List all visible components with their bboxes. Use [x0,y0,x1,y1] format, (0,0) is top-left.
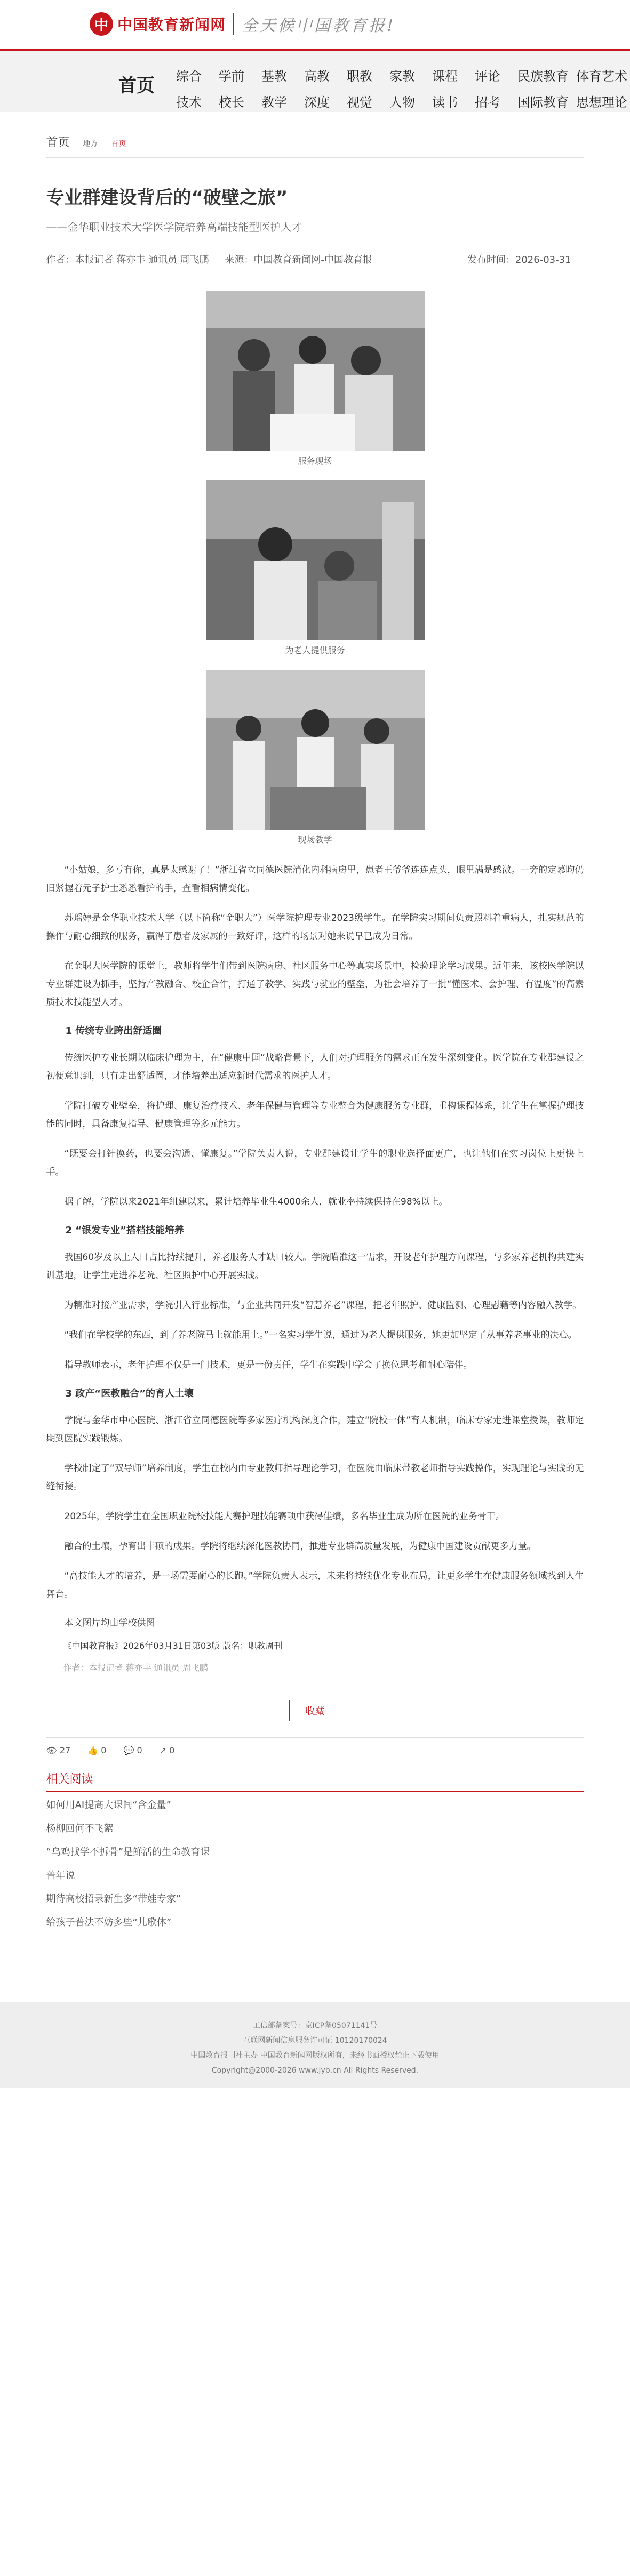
article-title: 专业群建设背后的“破壁之旅” [46,187,288,208]
photo-caption-1: 服务现场 [298,456,332,466]
photo-credit: 本文图片均由学校供图 [64,1618,155,1628]
article-date: 发布时间：2026-03-31 [467,254,571,266]
article-source: 来源：中国教育新闻网-中国教育报 [225,254,372,266]
breadcrumb-sub2[interactable]: 首页 [111,140,126,148]
article-paragraph: “既要会打针换药，也要会沟通、懂康复。”学院负责人说，专业群建设让学生的职业选择面更广，也让他们在实习岗位上更快上手。 [46,1149,584,1177]
article-author: 作者：本报记者 蒋亦丰 通讯员 周飞鹏 [46,254,209,266]
article-meta [46,252,584,277]
related-link[interactable]: 如何用AI提高大课间“含金量” [46,1800,171,1811]
views-count: 27 [59,1745,71,1755]
article-paragraph: 学院打破专业壁垒，将护理、康复治疗技术、老年保健与管理等专业整合为健康服务专业群，重构课程体系，让学生在掌握护理技能的同时，具备康复指导、健康管理等多元能力。 [46,1101,584,1129]
nav-item[interactable]: 读书 [432,95,458,110]
related-link[interactable]: 杨柳回何不飞絮 [46,1823,114,1834]
nav-item[interactable]: 体育艺术 [576,69,627,84]
article-photo-3 [206,670,425,830]
comment-stat[interactable] [123,1745,142,1755]
article-editor: 作者：本报记者 蒋亦丰 通讯员 周飞鹏 [63,1663,208,1673]
article-paragraph: 苏瑶婷是金华职业技术大学（以下简称“金职大”）医学院护理专业2023级学生。在学院实习期间负责照料着重病人，扎实规范的操作与耐心细致的服务，赢得了患者及家属的一致好评，这样的场景对她来说早已成为日常。 [46,913,584,942]
article-paragraph: “我们在学校学的东西，到了养老院马上就能用上。”一名实习学生说，通过为老人提供服务，她更加坚定了从事养老事业的决心。 [64,1330,577,1341]
article-paragraph: 指导教师表示，老年护理不仅是一门技术，更是一份责任，学生在实践中学会了换位思考和耐心陪伴。 [64,1360,473,1370]
nav-item[interactable]: 思想理论 [576,95,627,110]
site-slogan: 全天候中国教育报! [242,17,396,35]
print-source: 《中国教育报》2026年03月31日第03版 版名：职教周刊 [63,1641,283,1651]
nav-item[interactable]: 校长 [219,95,244,110]
footer-line: 工信部备案号：京ICP备05071141号 [252,2021,378,2030]
nav-item[interactable]: 视觉 [347,95,372,110]
comments-count: 0 [137,1745,142,1755]
article-paragraph: 在金职大医学院的课堂上，教师将学生们带到医院病房、社区服务中心等真实场景中，检验理论学习成果。近年来，该校医学院以专业群建设为抓手，坚持产教融合、校企合作，打通了教学、实践与就业的壁垒，为社会培养了一批“懂医术、会护理、有温度”的高素质技术技能型人才。 [46,961,584,1008]
nav-item[interactable]: 职教 [347,69,372,84]
main-nav [0,49,630,112]
article-stats [46,1737,584,1755]
nav-item[interactable]: 高教 [304,69,330,84]
article-paragraph: “小姑娘，多亏有你，真是太感谢了！”浙江省立同德医院消化内科病房里，患者王爷爷连连点头，眼里满是感激。一旁的定慕昀仍旧紧握着元子护士悉悉看护的手，查看相病情变化。 [46,865,584,894]
breadcrumb-sub1[interactable]: 地方 [83,140,98,148]
nav-item[interactable]: 学前 [219,69,244,84]
article-paragraph: 学院与金华市中心医院、浙江省立同德医院等多家医疗机构深度合作，建立“院校一体”育人机制，临床专家走进课堂授课，教师定期到医院实践锻炼。 [46,1415,584,1444]
photo-caption-2: 为老人提供服务 [285,645,345,655]
breadcrumb-home[interactable]: 首页 [46,136,70,149]
related-link[interactable]: “乌鸡找学不拆骨”是鲜活的生命教育课 [46,1847,210,1858]
nav-item[interactable]: 评论 [475,69,500,84]
share-icon: ↗ [159,1745,167,1755]
nav-item[interactable]: 家教 [389,69,415,84]
article-paragraph: 我国60岁及以上人口占比持续提升，养老服务人才缺口较大。学院瞄准这一需求，开设老年护理方向课程，与多家养老机构共建实训基地，让学生走进养老院、社区照护中心开展实践。 [46,1252,584,1281]
footer-line: 中国教育报刊社主办 中国教育新闻网版权所有，未经书面授权禁止下载使用 [190,2051,440,2060]
related-link[interactable]: 期待高校招录新生多“带娃专家” [46,1893,181,1905]
nav-item[interactable]: 技术 [176,95,202,110]
related-heading: 相关阅读 [46,1770,584,1792]
photo-caption-3: 现场教学 [298,834,332,845]
article-paragraph: 2025年，学院学生在全国职业院校技能大赛护理技能赛项中获得佳绩，多名毕业生成为所在医院的业务骨干。 [64,1511,505,1522]
collect-area [46,1700,584,1721]
article-container [46,133,584,1933]
nav-item[interactable]: 国际教育 [517,95,569,110]
logo-separator [233,13,234,35]
top-header [0,0,630,49]
article-paragraph: 融合的土壤，孕育出丰硕的成果。学院将继续深化医教协同，推进专业群高质量发展，为健康中国建设贡献更多力量。 [64,1541,536,1552]
logo-text: 中国教育新闻网 [117,16,226,34]
comment-icon: 💬 [123,1745,134,1755]
share-stat[interactable] [160,1745,175,1755]
footer-line: 互联网新闻信息服务许可证 10120170024 [243,2036,387,2045]
site-logo[interactable] [90,11,395,37]
related-link[interactable]: 给孩子普法不妨多些“儿歌体” [46,1917,172,1928]
article-paragraph: 传统医护专业长期以临床护理为主，在“健康中国”战略背景下，人们对护理服务的需求正在发生深刻变化。医学院在专业群建设之初便意识到，只有走出舒适圈，才能培养出适应新时代需求的医护人才。 [46,1053,584,1081]
related-link[interactable]: 普年说 [46,1870,75,1881]
views-stat [46,1745,71,1755]
collect-button[interactable]: 收藏 [289,1700,341,1721]
eye-icon: 👁 [46,1745,57,1755]
like-stat[interactable] [87,1745,106,1755]
site-footer [0,2002,630,2088]
section-heading: 3 政产“医教融合”的育人土壤 [65,1388,194,1399]
article-photo-2 [206,480,425,640]
nav-item[interactable]: 民族教育 [517,69,569,84]
thumb-up-icon: 👍 [87,1745,99,1755]
nav-item[interactable]: 人物 [389,95,415,110]
section-heading: 1 传统专业跨出舒适圈 [65,1025,162,1037]
nav-item[interactable]: 教学 [261,95,287,110]
article-paragraph: 为精准对接产业需求，学院引入行业标准，与企业共同开发“智慧养老”课程，把老年照护、健康监测、心理慰藉等内容融入教学。 [64,1300,582,1311]
article-paragraph: “高技能人才的培养，是一场需要耐心的长跑。”学院负责人表示，未来将持续优化专业布局，让更多学生在健康服务领域找到人生舞台。 [46,1571,584,1600]
article-subtitle: ——金华职业技术大学医学院培养高端技能型医护人才 [46,221,302,234]
logo-emblem: 中 [90,12,113,36]
nav-item[interactable]: 招考 [475,95,500,110]
breadcrumb [46,133,584,158]
nav-item[interactable]: 课程 [432,69,458,84]
section-heading: 2 “银发专业”搭档技能培养 [65,1225,184,1236]
article-photo-1 [206,291,425,451]
footer-line: Copyright@2000-2026 www.jyb.cn All Rights Reserved. [211,2066,419,2075]
nav-home-link[interactable]: 首页 [118,75,155,97]
nav-item[interactable]: 综合 [176,69,202,84]
related-list [46,1795,584,1933]
article-paragraph: 据了解，学院以来2021年组建以来，累计培养毕业生4000余人，就业率持续保持在98%以上。 [64,1197,448,1207]
nav-channel-grid [176,66,627,110]
shares-count: 0 [169,1745,175,1755]
nav-item[interactable]: 深度 [304,95,330,110]
article-paragraph: 学校制定了“双导师”培养制度，学生在校内由专业教师指导理论学习，在医院由临床带教老师指导实践操作，实现理论与实践的无缝衔接。 [46,1463,584,1492]
article-body [46,861,584,1673]
nav-item[interactable]: 基教 [261,69,287,84]
likes-count: 0 [101,1745,107,1755]
